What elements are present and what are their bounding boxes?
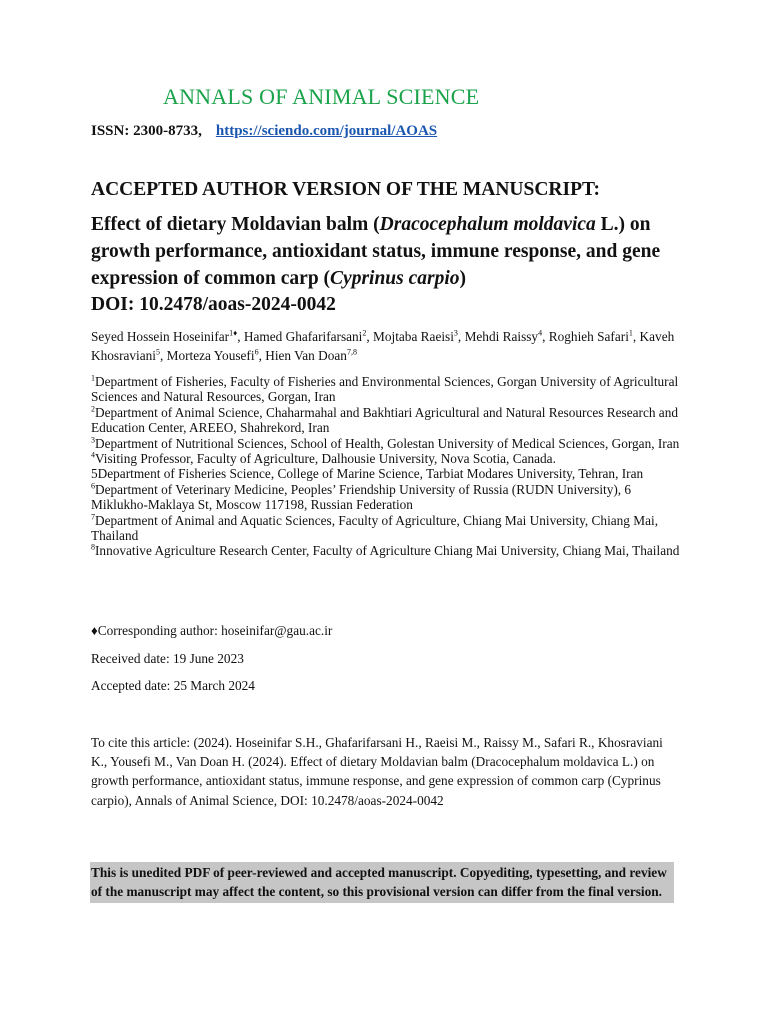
issn: ISSN: 2300-8733, (91, 123, 202, 139)
affiliation-list (91, 374, 691, 559)
author-name: Roghieh Safari (548, 329, 629, 344)
title-species-1: Dracocephalum moldavica (379, 214, 596, 235)
author-list (91, 327, 691, 365)
author-sep: , (258, 348, 266, 363)
accepted-date: Accepted date: 25 March 2024 (91, 678, 255, 693)
author-sup: 1♦ (229, 328, 238, 338)
title-text-2: L.) on growth performance, antioxidant status, immune response, and gene expression of common carp ( (91, 214, 661, 289)
author-sep: , (366, 329, 374, 344)
corresponding-author: ♦Corresponding author: hoseinifar@gau.ac.ir (91, 623, 333, 638)
author-name: Hamed Ghafarifarsani (243, 329, 363, 344)
journal-link[interactable]: https://sciendo.com/journal/AOAS (215, 123, 438, 139)
affiliation-text: Department of Animal and Aquatic Sciences, Faculty of Agriculture, Chiang Mai University, Chiang Mai, Thailand (91, 512, 659, 544)
journal-title: ANNALS OF ANIMAL SCIENCE (163, 84, 480, 109)
affiliation-item (91, 513, 691, 544)
author-name: Mojtaba Raeisi (373, 329, 454, 344)
title-text-3: ) (459, 268, 467, 289)
received-date: Received date: 19 June 2023 (91, 651, 244, 666)
affiliation-text: Department of Animal Science, Chaharmahal and Bakhtiari Agricultural and Natural Resources Research and Education Center, AREEO, Shahrekord, Iran (91, 404, 679, 436)
affiliation-text: Department of Fisheries, Faculty of Fisheries and Environmental Sciences, Gorgan University of Agricultural Sciences and Natural Resources, Gorgan, Iran (91, 374, 679, 405)
author-name: Kaveh Khosraviani (91, 329, 675, 363)
citation: To cite this article: (2024). Hoseinifar S.H., Ghafarifarsani H., Raeisi M., Raissy M., Safari R., Khosraviani K., Yousefi M., Van Doan H. (2024). Effect of dietary Moldavian balm (Dracocephalum moldavica L.) on growth performance, antioxidant status, immune response, and gene expression of common carp (Cyprinus carpio), Annals of Animal Science, DOI: 10.2478/aoas-2024-0042 (91, 735, 663, 808)
affiliation-sup: 4 (91, 450, 95, 460)
author-sep: , (457, 329, 465, 344)
affiliation-sup: 6 (91, 481, 95, 491)
author-name: Morteza Yousefi (166, 348, 255, 363)
author-sup: 7,8 (346, 347, 357, 357)
doi: DOI: 10.2478/aoas-2024-0042 (91, 294, 336, 315)
affiliation-sup: 2 (91, 404, 95, 414)
author-sup: 3 (453, 328, 458, 338)
affiliation-item (91, 405, 691, 436)
author-name: Hien Van Doan (265, 348, 347, 363)
provisional-notice: This is unedited PDF of peer-reviewed and accepted manuscript. Copyediting, typesetting, and review of the manuscript may affect the content, so this provisional version can differ from the final version. (90, 862, 674, 903)
affiliation-item (91, 482, 691, 513)
issn-line (91, 123, 437, 140)
author-name: Mehdi Raissy (464, 329, 539, 344)
author-sup: 4 (538, 328, 543, 338)
affiliation-text: Department of Nutritional Sciences, School of Health, Golestan University of Medical Sciences, Gorgan, Iran (95, 435, 680, 451)
affiliation-item (91, 374, 691, 405)
affiliation-item (91, 543, 691, 558)
paper-title (91, 211, 691, 292)
affiliation-item (91, 436, 691, 451)
affiliation-sup: 1 (91, 373, 95, 383)
affiliation-text: Visiting Professor, Faculty of Agriculture, Dalhousie University, Nova Scotia, Canada. (95, 451, 556, 467)
author-name: Seyed Hossein Hoseinifar (91, 329, 230, 344)
title-species-2: Cyprinus carpio (330, 268, 460, 289)
author-sup: 6 (254, 347, 259, 357)
author-sep: , (632, 329, 640, 344)
affiliation-item (91, 451, 691, 466)
author-sep: , (542, 329, 549, 344)
title-text-1: Effect of dietary Moldavian balm ( (91, 214, 380, 235)
author-sup: 5 (156, 347, 160, 357)
affiliation-sup: 8 (91, 543, 95, 553)
affiliation-sup: 3 (91, 435, 95, 445)
affiliation-text: Department of Veterinary Medicine, Peoples’ Friendship University of Russia (RUDN University), 6 Miklukho-Maklaya St, Moscow 117198, Russian Federation (91, 481, 632, 513)
author-sup: 2 (362, 328, 367, 338)
author-sep: , (237, 329, 244, 344)
affiliation-text: Innovative Agriculture Research Center, Faculty of Agriculture Chiang Mai University, Chiang Mai, Thailand (95, 543, 680, 559)
author-sep: , (160, 348, 167, 363)
affiliation-item (91, 466, 691, 481)
affiliation-sup: 7 (91, 512, 95, 522)
author-sup: 1 (628, 328, 633, 338)
manuscript-heading: ACCEPTED AUTHOR VERSION OF THE MANUSCRIPT: (91, 179, 601, 200)
affiliation-text: 5Department of Fisheries Science, College of Marine Science, Tarbiat Modares University, Tehran, Iran (91, 466, 644, 482)
